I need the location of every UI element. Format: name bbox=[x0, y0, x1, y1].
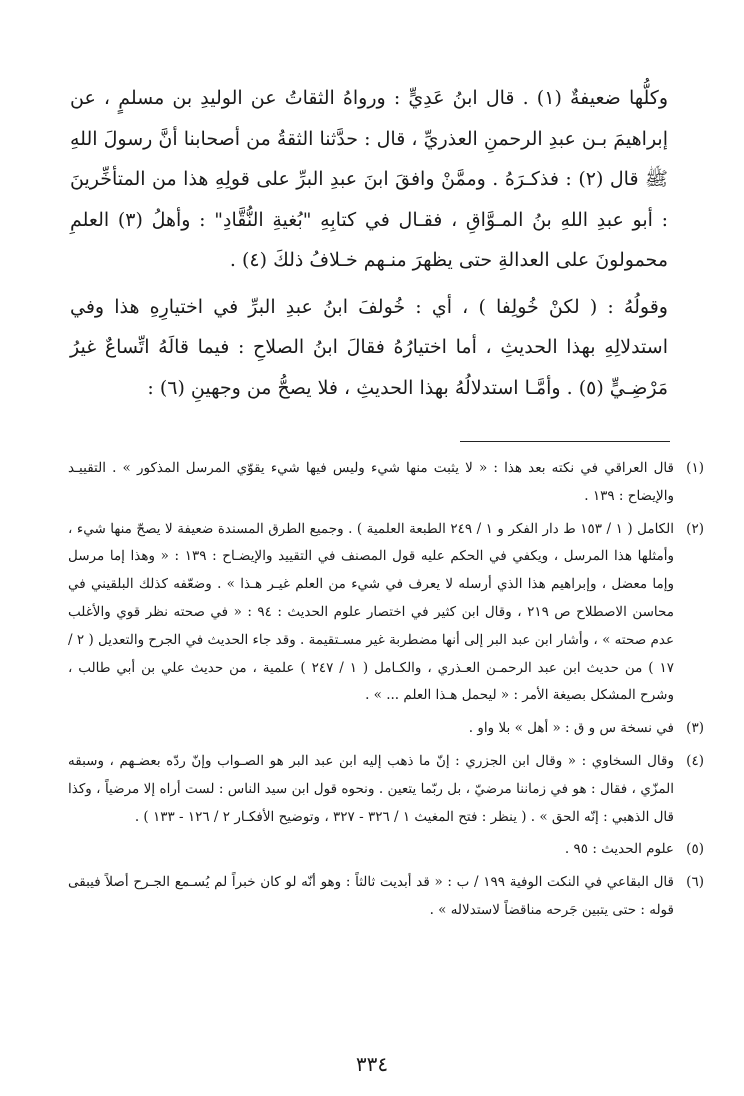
footnotes bbox=[68, 455, 704, 930]
footnote-number: (٢) bbox=[686, 520, 704, 537]
footnote-text: علوم الحديث : ٩٥ . bbox=[564, 841, 674, 858]
footnote-divider bbox=[460, 441, 670, 442]
footnote-number: (٤) bbox=[686, 752, 704, 769]
main-paragraph-2: وقولُهُ : ( لكنْ خُولِفا ) ، أي : خُولفَ ابنُ عبدِ البرِّ في اختيارِهِ هذا وفي استدلالِهِ بهذا الحديثِ ، أما اختيارُهُ فقالَ ابنُ الصلاحِ : فيما قالَهُ اتِّساعٌ غيرُ مَرْضِـيٍّ (٥) . وأمَّـا استدلالُهُ بهذا الحديثِ ، فلا يصحُّ من وجهينِ (٦) : bbox=[70, 295, 668, 399]
footnote-6 bbox=[68, 869, 704, 925]
footnote-text: قال العراقي في نكته بعد هذا : « لا يثبت منها شيء وليس فيها شيء يقوّي المرسل المذكور » . التقييـد والإيضاح : ١٣٩ . bbox=[68, 460, 674, 504]
footnote-number: (٦) bbox=[686, 874, 704, 891]
page-number: ٣٣٤ bbox=[355, 1052, 389, 1076]
main-paragraph-1: وكلُّها ضعيفةٌ (١) . قال ابنُ عَدِيٍّ : ورواهُ الثقاتُ عن الوليدِ بن مسلمٍ ، عن إبراهيمَ بـن عبدِ الرحمنِ العذريِّ ، قال : حدَّثنا الثقةُ من أصحابنا أنَّ رسولَ اللهِ ﷺ قال (٢) : فذكـرَهُ . وممَّنْ وافقَ ابنَ عبدِ البرِّ على قولِهِ هذا من المتأخِّرينَ : أبو عبدِ اللهِ بنُ المـوَّاقِ ، فقـال في كتابِهِ "بُغيةِ النُّقَّادِ" : وأهلُ (٣) العلمِ محمولونَ على العدالةِ حتى يظهرَ منـهم خـلافُ ذلكَ (٤) . bbox=[70, 87, 668, 271]
footnote-number: (٣) bbox=[686, 720, 704, 737]
footnote-number: (٥) bbox=[686, 841, 704, 858]
footnote-4 bbox=[68, 748, 704, 831]
footnote-1 bbox=[68, 455, 704, 511]
footnote-text: الكامل ( ١ / ١٥٣ ط دار الفكر و ١ / ٢٤٩ الطبعة العلمية ) . وجميع الطرق المسندة ضعيفة لا يصحّ منها شيء ، وأمثلها هذا المرسل ، ويكفي في الحكم عليه قول المصنف في التقييد والإيضـاح : ١٣٩ : « وهذا إما مرسل وإما معضل ، وإبراهيم هذا الذي أرسله لا يعرف في شيء من العلم غيـر هـذا » . وضعّفه كذلك البلقيني في محاسن الاصطلاح ص ٢١٩ ، وقال ابن كثير في اختصار علوم الحديث : ٩٤ : « في صحته نظر قوي والأغلب عدم صحته » ، وأشار ابن عبد البر إلى أنها مضطربة غير مسـتقيمة . وقد جاء الحديث في الجرح والتعديل ( ٢ / ١٧ ) من حديث ابن عبد الرحمـن العـذري ، والكـامل ( ١ / ٢٤٧ ) علمية ، من حديث علي بن أبي طالب ، وشرح المشكل بصيغة الأمر : « ليحمل هـذا العلم ... » . bbox=[68, 520, 675, 704]
footnote-2 bbox=[68, 516, 704, 711]
footnote-text: وقال السخاوي : « وقال ابن الجزري : إنّ ما ذهب إليه ابن عبد البر هو الصـواب وإنّ ردّه بعضـهم ، وسبقه المزّي ، فقال : هو في زماننا مرضيّ ، بل ربّما يتعين . ونحوه قول ابن سيد الناس : لست أراه إلا مرضياً ، وكذا قال الذهبي : إنّه الحق » . ( ينظر : فتح المغيث ١ / ٣٢٦ - ٣٢٧ ، وتوضيح الأفكـار ٢ / ١٢٦ - ١٣٣ ) . bbox=[68, 752, 674, 825]
main-text bbox=[70, 78, 668, 408]
footnote-text: في نسخة س و ق : « أهل » بلا واو . bbox=[468, 720, 674, 737]
footnote-text: قال البقاعي في النكت الوفية ١٩٩ / ب : « قد أبديت ثالثاً : وهو أنّه لو كان خبراً لم يُسـمع الجـرح أصلاً فيبقى قوله : حتى يتبين جَرحه مناقضاً لاستدلاله » . bbox=[68, 874, 674, 918]
footnote-3 bbox=[68, 715, 704, 743]
footnote-5 bbox=[68, 836, 704, 864]
footnote-number: (١) bbox=[686, 460, 704, 476]
